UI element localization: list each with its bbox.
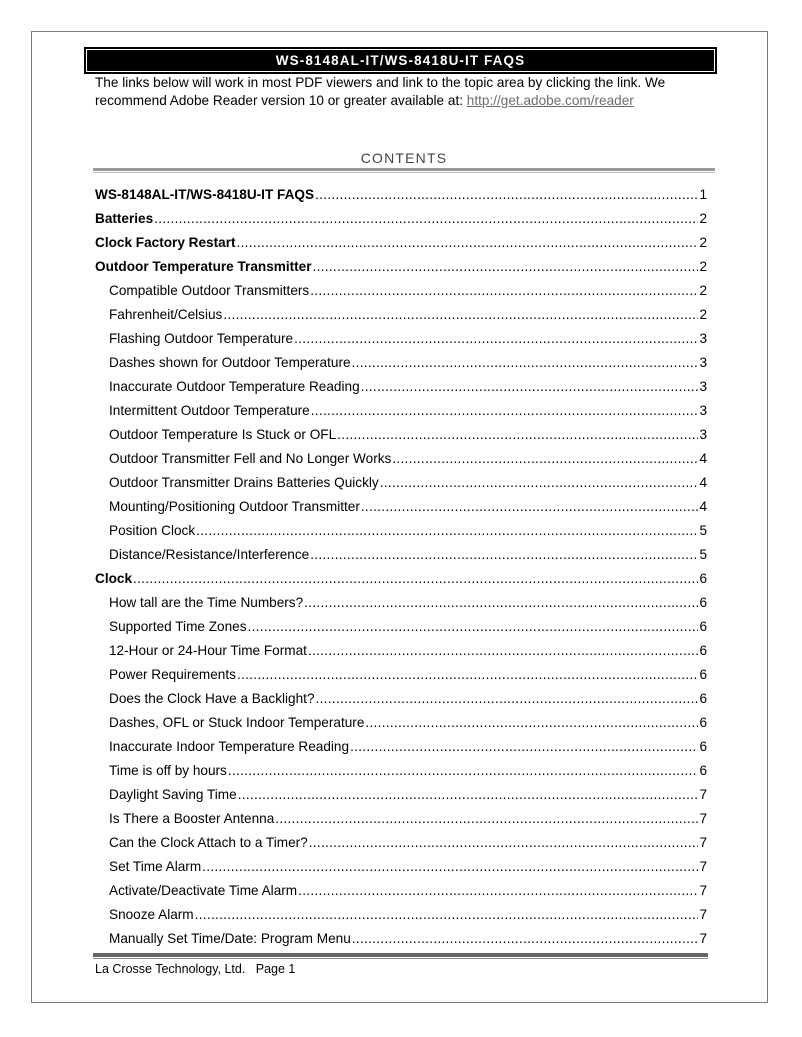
toc-dot-leader bbox=[310, 543, 698, 567]
toc-entry-page-number: 4 bbox=[699, 475, 707, 490]
toc-dot-leader bbox=[350, 735, 698, 759]
toc-entry[interactable] bbox=[95, 927, 707, 951]
toc-entry[interactable] bbox=[95, 831, 707, 855]
toc-entry-label: Can the Clock Attach to a Timer? bbox=[109, 835, 308, 850]
toc-entry-page-number: 7 bbox=[699, 907, 707, 922]
toc-entry[interactable] bbox=[95, 255, 707, 279]
toc-entry[interactable] bbox=[95, 279, 707, 303]
toc-entry[interactable] bbox=[95, 807, 707, 831]
toc-dot-leader bbox=[223, 303, 698, 327]
toc-dot-leader bbox=[361, 495, 699, 519]
toc-entry-page-number: 7 bbox=[699, 787, 707, 802]
toc-entry-label: Outdoor Transmitter Fell and No Longer Works bbox=[109, 451, 392, 466]
toc-entry-label: Inaccurate Indoor Temperature Reading bbox=[109, 739, 350, 754]
toc-entry-label: 12-Hour or 24-Hour Time Format bbox=[109, 643, 307, 658]
toc-entry-label: Is There a Booster Antenna bbox=[109, 811, 275, 826]
toc-entry[interactable] bbox=[95, 183, 707, 207]
toc-dot-leader bbox=[352, 351, 699, 375]
toc-entry-page-number: 2 bbox=[699, 211, 707, 226]
toc-entry-page-number: 7 bbox=[699, 931, 707, 946]
toc-dot-leader bbox=[133, 567, 698, 591]
toc-dot-leader bbox=[315, 183, 698, 207]
toc-entry-label: How tall are the Time Numbers? bbox=[109, 595, 304, 610]
toc-entry[interactable] bbox=[95, 399, 707, 423]
toc-entry-label: Activate/Deactivate Time Alarm bbox=[109, 883, 298, 898]
toc-entry-label: Intermittent Outdoor Temperature bbox=[109, 403, 310, 418]
toc-entry-page-number: 2 bbox=[699, 283, 707, 298]
toc-entry[interactable] bbox=[95, 615, 707, 639]
intro-text: The links below will work in most PDF viewers and link to the topic area by clicking the link. We recommend Adobe Reader version 10 or greater available at: bbox=[95, 75, 666, 108]
toc-dot-leader bbox=[237, 663, 699, 687]
toc-entry-label: Outdoor Transmitter Drains Batteries Quickly bbox=[109, 475, 379, 490]
toc-entry-page-number: 5 bbox=[699, 547, 707, 562]
toc-entry-page-number: 3 bbox=[699, 403, 707, 418]
toc-dot-leader bbox=[202, 855, 698, 879]
toc-entry-label: Clock Factory Restart bbox=[95, 235, 236, 250]
toc-entry[interactable] bbox=[95, 447, 707, 471]
toc-entry-page-number: 5 bbox=[699, 523, 707, 538]
adobe-reader-link[interactable]: http://get.adobe.com/reader bbox=[466, 93, 634, 108]
toc-entry-label: Time is off by hours bbox=[109, 763, 227, 778]
toc-dot-leader bbox=[316, 687, 699, 711]
toc-entry[interactable] bbox=[95, 663, 707, 687]
toc-entry-page-number: 6 bbox=[699, 619, 707, 634]
toc-entry-page-number: 6 bbox=[699, 691, 707, 706]
toc-dot-leader bbox=[195, 903, 699, 927]
toc-dot-leader bbox=[228, 759, 699, 783]
toc-entry-label: Daylight Saving Time bbox=[109, 787, 237, 802]
toc-entry-label: Compatible Outdoor Transmitters bbox=[109, 283, 310, 298]
table-of-contents bbox=[95, 183, 707, 951]
contents-divider-thin bbox=[93, 172, 715, 173]
toc-dot-leader bbox=[311, 399, 699, 423]
toc-entry-label: Clock bbox=[95, 571, 133, 586]
toc-entry-page-number: 2 bbox=[699, 307, 707, 322]
toc-dot-leader bbox=[313, 255, 699, 279]
contents-divider bbox=[93, 168, 715, 171]
toc-entry-page-number: 4 bbox=[699, 451, 707, 466]
toc-dot-leader bbox=[248, 615, 699, 639]
toc-entry[interactable] bbox=[95, 711, 707, 735]
toc-dot-leader bbox=[352, 927, 699, 951]
toc-entry[interactable] bbox=[95, 303, 707, 327]
toc-dot-leader bbox=[380, 471, 699, 495]
toc-entry-page-number: 7 bbox=[699, 811, 707, 826]
toc-entry-label: Position Clock bbox=[109, 523, 196, 538]
toc-dot-leader bbox=[238, 783, 699, 807]
toc-entry-label: Does the Clock Have a Backlight? bbox=[109, 691, 315, 706]
toc-dot-leader bbox=[275, 807, 698, 831]
toc-entry-page-number: 1 bbox=[699, 187, 707, 202]
toc-dot-leader bbox=[309, 831, 699, 855]
toc-entry-label: Dashes shown for Outdoor Temperature bbox=[109, 355, 351, 370]
toc-entry-page-number: 3 bbox=[699, 427, 707, 442]
toc-entry-page-number: 2 bbox=[699, 235, 707, 250]
toc-entry-label: Power Requirements bbox=[109, 667, 236, 682]
document-title-bar bbox=[84, 47, 717, 74]
toc-entry-label: WS-8148AL-IT/WS-8418U-IT FAQS bbox=[95, 187, 315, 202]
toc-entry[interactable] bbox=[95, 567, 707, 591]
toc-entry[interactable] bbox=[95, 687, 707, 711]
toc-entry-label: Outdoor Temperature Is Stuck or OFL bbox=[109, 427, 337, 442]
toc-entry-label: Supported Time Zones bbox=[109, 619, 247, 634]
toc-entry-page-number: 7 bbox=[699, 883, 707, 898]
toc-entry[interactable] bbox=[95, 327, 707, 351]
intro-paragraph bbox=[95, 74, 715, 110]
toc-entry-label: Fahrenheit/Celsius bbox=[109, 307, 223, 322]
toc-entry-label: Flashing Outdoor Temperature bbox=[109, 331, 294, 346]
toc-entry-label: Dashes, OFL or Stuck Indoor Temperature bbox=[109, 715, 365, 730]
toc-dot-leader bbox=[308, 639, 699, 663]
toc-entry-page-number: 7 bbox=[699, 859, 707, 874]
toc-entry[interactable] bbox=[95, 591, 707, 615]
footer-divider bbox=[93, 953, 708, 957]
toc-entry-label: Inaccurate Outdoor Temperature Reading bbox=[109, 379, 360, 394]
toc-entry-label: Snooze Alarm bbox=[109, 907, 194, 922]
toc-entry[interactable] bbox=[95, 495, 707, 519]
toc-entry[interactable] bbox=[95, 783, 707, 807]
toc-entry-page-number: 3 bbox=[699, 355, 707, 370]
toc-entry-label: Set Time Alarm bbox=[109, 859, 202, 874]
toc-entry-page-number: 3 bbox=[699, 331, 707, 346]
toc-entry-page-number: 2 bbox=[699, 259, 707, 274]
toc-entry-label: Outdoor Temperature Transmitter bbox=[95, 259, 312, 274]
toc-entry-label: Distance/Resistance/Interference bbox=[109, 547, 310, 562]
toc-entry[interactable] bbox=[95, 375, 707, 399]
toc-entry-page-number: 6 bbox=[699, 739, 707, 754]
toc-dot-leader bbox=[196, 519, 698, 543]
toc-entry-page-number: 3 bbox=[699, 379, 707, 394]
toc-entry-label: Batteries bbox=[95, 211, 154, 226]
toc-dot-leader bbox=[154, 207, 698, 231]
toc-entry-label: Mounting/Positioning Outdoor Transmitter bbox=[109, 499, 360, 514]
contents-heading: CONTENTS bbox=[360, 150, 448, 166]
toc-dot-leader bbox=[237, 231, 699, 255]
toc-entry-label: Manually Set Time/Date: Program Menu bbox=[109, 931, 351, 946]
toc-dot-leader bbox=[365, 711, 698, 735]
toc-entry[interactable] bbox=[95, 735, 707, 759]
toc-entry[interactable] bbox=[95, 639, 707, 663]
toc-entry-page-number: 6 bbox=[699, 595, 707, 610]
toc-dot-leader bbox=[310, 279, 698, 303]
toc-entry-page-number: 6 bbox=[699, 643, 707, 658]
toc-dot-leader bbox=[337, 423, 698, 447]
toc-entry-page-number: 4 bbox=[699, 499, 707, 514]
toc-entry-page-number: 6 bbox=[699, 571, 707, 586]
toc-entry-page-number: 6 bbox=[699, 667, 707, 682]
toc-entry[interactable] bbox=[95, 759, 707, 783]
toc-entry[interactable] bbox=[95, 423, 707, 447]
footer-divider-thin bbox=[93, 958, 708, 959]
toc-dot-leader bbox=[294, 327, 698, 351]
toc-entry[interactable] bbox=[95, 879, 707, 903]
toc-entry-page-number: 6 bbox=[699, 763, 707, 778]
toc-entry[interactable] bbox=[95, 543, 707, 567]
toc-entry[interactable] bbox=[95, 351, 707, 375]
toc-entry-page-number: 6 bbox=[699, 715, 707, 730]
toc-entry[interactable] bbox=[95, 231, 707, 255]
toc-entry[interactable] bbox=[95, 207, 707, 231]
toc-entry-page-number: 7 bbox=[699, 835, 707, 850]
toc-entry[interactable] bbox=[95, 855, 707, 879]
toc-dot-leader bbox=[304, 591, 698, 615]
toc-dot-leader bbox=[392, 447, 698, 471]
toc-entry[interactable] bbox=[95, 471, 707, 495]
document-title: WS-8148AL-IT/WS-8418U-IT FAQS bbox=[86, 49, 715, 72]
page-footer: La Crosse Technology, Ltd. Page 1 bbox=[95, 962, 296, 976]
toc-dot-leader bbox=[361, 375, 699, 399]
toc-entry[interactable] bbox=[95, 519, 707, 543]
toc-entry[interactable] bbox=[95, 903, 707, 927]
toc-dot-leader bbox=[298, 879, 698, 903]
